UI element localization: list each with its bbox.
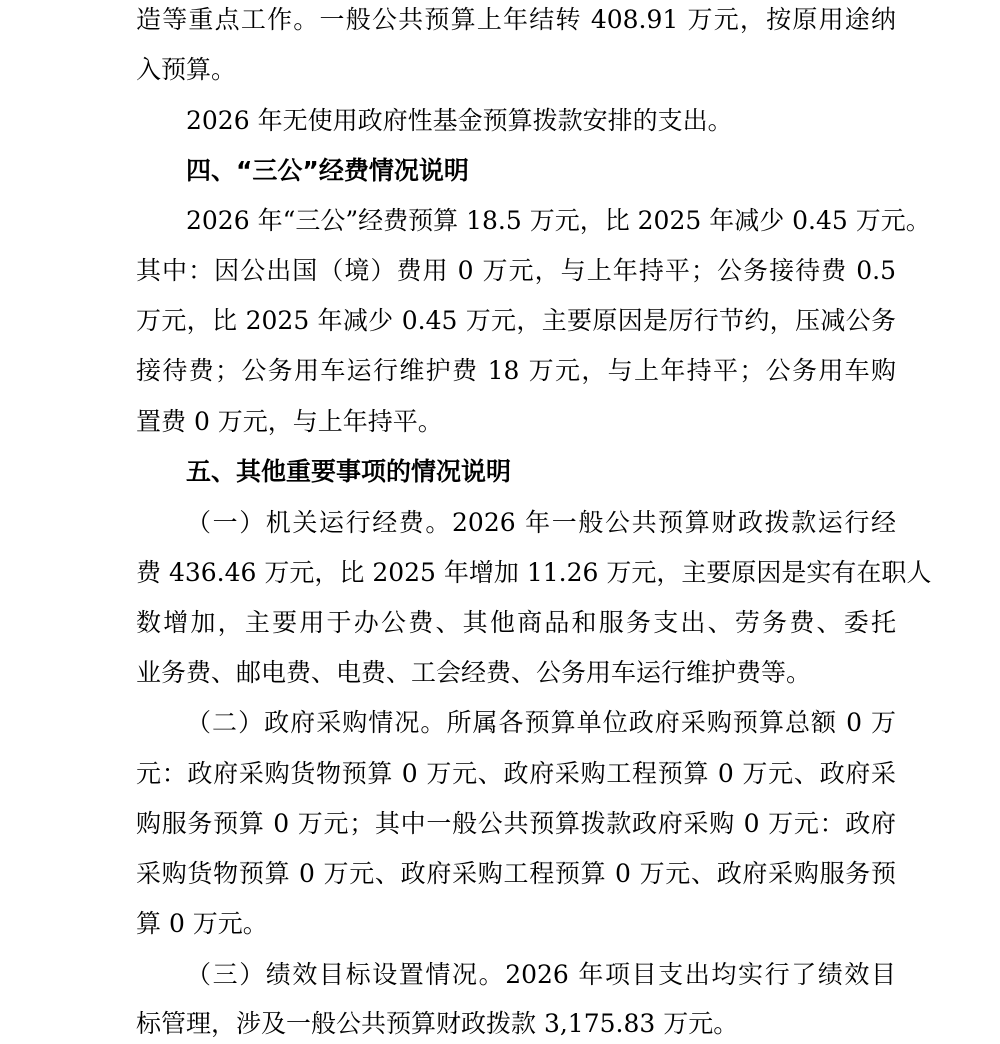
body-text-line: 业务费、邮电费、电费、工会经费、公务用车运行维护费等。: [136, 658, 812, 687]
section-heading-5: 五、其他重要事项的情况说明: [186, 457, 512, 486]
body-text-line: 2026 年无使用政府性基金预算拨款安排的支出。: [186, 106, 733, 135]
body-text-line: 置费 0 万元，与上年持平。: [136, 407, 443, 436]
body-text-line: 入预算。: [136, 55, 237, 84]
section-heading-4: 四、“三公”经费情况说明: [186, 156, 469, 185]
body-text-line: 数增加，主要用于办公费、其他商品和服务支出、劳务费、委托: [136, 608, 896, 637]
body-text-line: 造等重点工作。一般公共预算上年结转 408.91 万元，按原用途纳: [136, 5, 896, 34]
body-text-line: 算 0 万元。: [136, 909, 268, 938]
body-text-line: 其中：因公出国（境）费用 0 万元，与上年持平；公务接待费 0.5: [136, 256, 896, 285]
body-text-line: 万元，比 2025 年减少 0.45 万元，主要原因是厉行节约，压减公务: [136, 306, 896, 335]
body-text-line: 购服务预算 0 万元；其中一般公共预算拨款政府采购 0 万元：政府: [136, 809, 896, 838]
body-text-line: 标管理，涉及一般公共预算财政拨款 3,175.83 万元。: [136, 1009, 739, 1038]
body-text-line: 采购货物预算 0 万元、政府采购工程预算 0 万元、政府采购服务预: [136, 859, 896, 888]
body-text-line: 2026 年“三公”经费预算 18.5 万元，比 2025 年减少 0.45 万元。: [186, 206, 931, 235]
body-text-line: 元：政府采购货物预算 0 万元、政府采购工程预算 0 万元、政府采: [136, 759, 896, 788]
body-text-line: （二）政府采购情况。所属各预算单位政府采购预算总额 0 万: [186, 708, 896, 737]
body-text-line: 费 436.46 万元，比 2025 年增加 11.26 万元，主要原因是实有在职人: [136, 558, 932, 587]
body-text-line: 接待费；公务用车运行维护费 18 万元，与上年持平；公务用车购: [136, 356, 896, 385]
body-text-line: （一）机关运行经费。2026 年一般公共预算财政拨款运行经: [186, 508, 896, 537]
body-text-line: （三）绩效目标设置情况。2026 年项目支出均实行了绩效目: [186, 960, 896, 989]
